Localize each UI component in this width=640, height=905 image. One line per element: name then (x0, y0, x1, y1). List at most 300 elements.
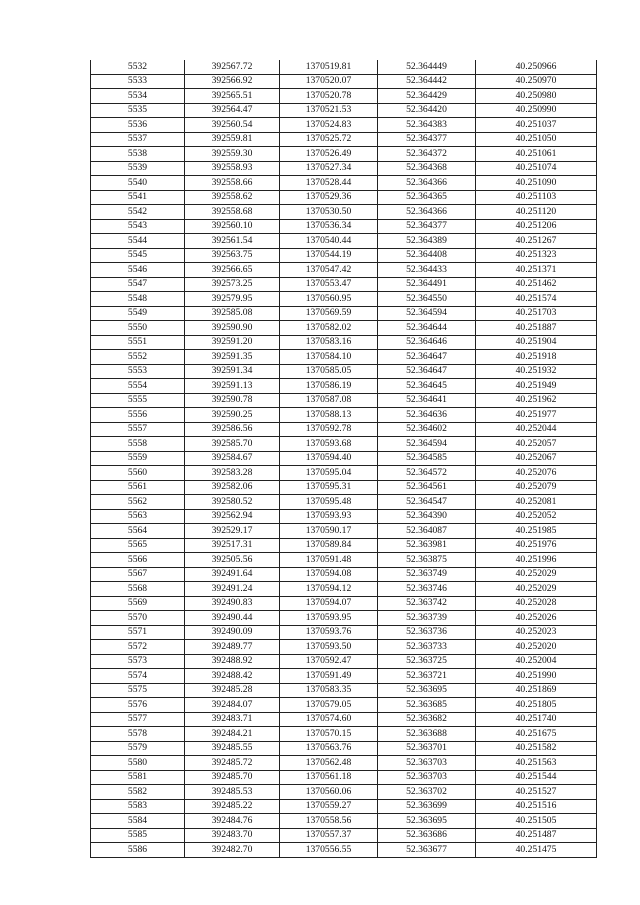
y-coordinate-cell: 1370526.49 (280, 147, 378, 162)
latitude-cell: 52.364585 (378, 451, 476, 466)
point-number-cell: 5552 (91, 350, 185, 365)
y-coordinate-cell: 1370579.05 (280, 698, 378, 713)
point-number-cell: 5546 (91, 263, 185, 278)
x-coordinate-cell: 392583.28 (185, 466, 280, 481)
longitude-cell: 40.252029 (476, 567, 597, 582)
x-coordinate-cell: 392585.70 (185, 437, 280, 452)
table-row (91, 669, 597, 684)
longitude-cell: 40.251527 (476, 785, 597, 800)
longitude-cell: 40.252067 (476, 451, 597, 466)
longitude-cell: 40.251582 (476, 741, 597, 756)
latitude-cell: 52.363736 (378, 625, 476, 640)
table-row (91, 567, 597, 582)
x-coordinate-cell: 392559.81 (185, 132, 280, 147)
table-row (91, 495, 597, 510)
point-number-cell: 5539 (91, 161, 185, 176)
x-coordinate-cell: 392482.70 (185, 843, 280, 858)
x-coordinate-cell: 392491.64 (185, 567, 280, 582)
point-number-cell: 5561 (91, 480, 185, 495)
table-row (91, 393, 597, 408)
table-row (91, 219, 597, 234)
x-coordinate-cell: 392560.10 (185, 219, 280, 234)
latitude-cell: 52.364449 (378, 60, 476, 74)
x-coordinate-cell: 392517.31 (185, 538, 280, 553)
x-coordinate-cell: 392590.25 (185, 408, 280, 423)
point-number-cell: 5577 (91, 712, 185, 727)
longitude-cell: 40.251990 (476, 669, 597, 684)
latitude-cell: 52.364645 (378, 379, 476, 394)
latitude-cell: 52.363739 (378, 611, 476, 626)
point-number-cell: 5545 (91, 248, 185, 263)
longitude-cell: 40.252029 (476, 582, 597, 597)
x-coordinate-cell: 392580.52 (185, 495, 280, 510)
point-number-cell: 5580 (91, 756, 185, 771)
latitude-cell: 52.364368 (378, 161, 476, 176)
longitude-cell: 40.251475 (476, 843, 597, 858)
x-coordinate-cell: 392529.17 (185, 524, 280, 539)
point-number-cell: 5568 (91, 582, 185, 597)
latitude-cell: 52.363695 (378, 814, 476, 829)
point-number-cell: 5550 (91, 321, 185, 336)
table-row (91, 437, 597, 452)
point-number-cell: 5573 (91, 654, 185, 669)
latitude-cell: 52.363688 (378, 727, 476, 742)
x-coordinate-cell: 392558.66 (185, 176, 280, 191)
x-coordinate-cell: 392558.93 (185, 161, 280, 176)
x-coordinate-cell: 392591.35 (185, 350, 280, 365)
point-number-cell: 5572 (91, 640, 185, 655)
longitude-cell: 40.251462 (476, 277, 597, 292)
y-coordinate-cell: 1370556.55 (280, 843, 378, 858)
y-coordinate-cell: 1370527.34 (280, 161, 378, 176)
latitude-cell: 52.363733 (378, 640, 476, 655)
table-row (91, 422, 597, 437)
longitude-cell: 40.251703 (476, 306, 597, 321)
x-coordinate-cell: 392579.95 (185, 292, 280, 307)
latitude-cell: 52.363703 (378, 756, 476, 771)
x-coordinate-cell: 392485.28 (185, 683, 280, 698)
point-number-cell: 5570 (91, 611, 185, 626)
y-coordinate-cell: 1370559.27 (280, 799, 378, 814)
point-number-cell: 5559 (91, 451, 185, 466)
y-coordinate-cell: 1370524.83 (280, 118, 378, 133)
latitude-cell: 52.364366 (378, 205, 476, 220)
latitude-cell: 52.364442 (378, 74, 476, 89)
latitude-cell: 52.364594 (378, 437, 476, 452)
x-coordinate-cell: 392591.34 (185, 364, 280, 379)
y-coordinate-cell: 1370528.44 (280, 176, 378, 191)
longitude-cell: 40.250966 (476, 60, 597, 74)
longitude-cell: 40.251949 (476, 379, 597, 394)
point-number-cell: 5563 (91, 509, 185, 524)
point-number-cell: 5585 (91, 828, 185, 843)
latitude-cell: 52.364365 (378, 190, 476, 205)
y-coordinate-cell: 1370589.84 (280, 538, 378, 553)
longitude-cell: 40.251805 (476, 698, 597, 713)
longitude-cell: 40.251371 (476, 263, 597, 278)
y-coordinate-cell: 1370560.95 (280, 292, 378, 307)
longitude-cell: 40.251675 (476, 727, 597, 742)
point-number-cell: 5540 (91, 176, 185, 191)
latitude-cell: 52.363682 (378, 712, 476, 727)
longitude-cell: 40.251904 (476, 335, 597, 350)
table-row (91, 756, 597, 771)
latitude-cell: 52.364383 (378, 118, 476, 133)
x-coordinate-cell: 392560.54 (185, 118, 280, 133)
y-coordinate-cell: 1370520.07 (280, 74, 378, 89)
longitude-cell: 40.251103 (476, 190, 597, 205)
y-coordinate-cell: 1370594.40 (280, 451, 378, 466)
point-number-cell: 5554 (91, 379, 185, 394)
latitude-cell: 52.364594 (378, 306, 476, 321)
point-number-cell: 5560 (91, 466, 185, 481)
point-number-cell: 5584 (91, 814, 185, 829)
table-row (91, 263, 597, 278)
point-number-cell: 5571 (91, 625, 185, 640)
longitude-cell: 40.250970 (476, 74, 597, 89)
x-coordinate-cell: 392566.65 (185, 263, 280, 278)
longitude-cell: 40.251074 (476, 161, 597, 176)
latitude-cell: 52.364491 (378, 277, 476, 292)
longitude-cell: 40.251887 (476, 321, 597, 336)
latitude-cell: 52.363686 (378, 828, 476, 843)
y-coordinate-cell: 1370595.04 (280, 466, 378, 481)
table-row (91, 74, 597, 89)
x-coordinate-cell: 392558.68 (185, 205, 280, 220)
longitude-cell: 40.252081 (476, 495, 597, 510)
table-row (91, 625, 597, 640)
table-row (91, 698, 597, 713)
y-coordinate-cell: 1370588.13 (280, 408, 378, 423)
longitude-cell: 40.250980 (476, 89, 597, 104)
table-row (91, 654, 597, 669)
longitude-cell: 40.251267 (476, 234, 597, 249)
longitude-cell: 40.251090 (476, 176, 597, 191)
x-coordinate-cell: 392488.92 (185, 654, 280, 669)
latitude-cell: 52.364636 (378, 408, 476, 423)
longitude-cell: 40.251487 (476, 828, 597, 843)
table-row (91, 176, 597, 191)
x-coordinate-cell: 392558.62 (185, 190, 280, 205)
y-coordinate-cell: 1370547.42 (280, 263, 378, 278)
y-coordinate-cell: 1370540.44 (280, 234, 378, 249)
point-number-cell: 5533 (91, 74, 185, 89)
x-coordinate-cell: 392485.22 (185, 799, 280, 814)
y-coordinate-cell: 1370591.49 (280, 669, 378, 684)
x-coordinate-cell: 392489.77 (185, 640, 280, 655)
longitude-cell: 40.251544 (476, 770, 597, 785)
latitude-cell: 52.363701 (378, 741, 476, 756)
latitude-cell: 52.364547 (378, 495, 476, 510)
y-coordinate-cell: 1370530.50 (280, 205, 378, 220)
x-coordinate-cell: 392567.72 (185, 60, 280, 74)
point-number-cell: 5537 (91, 132, 185, 147)
point-number-cell: 5535 (91, 103, 185, 118)
y-coordinate-cell: 1370525.72 (280, 132, 378, 147)
table-row (91, 466, 597, 481)
y-coordinate-cell: 1370594.08 (280, 567, 378, 582)
point-number-cell: 5565 (91, 538, 185, 553)
table-row (91, 190, 597, 205)
y-coordinate-cell: 1370586.19 (280, 379, 378, 394)
table-row (91, 828, 597, 843)
point-number-cell: 5567 (91, 567, 185, 582)
point-number-cell: 5574 (91, 669, 185, 684)
y-coordinate-cell: 1370560.06 (280, 785, 378, 800)
latitude-cell: 52.363875 (378, 553, 476, 568)
table-row (91, 509, 597, 524)
x-coordinate-cell: 392484.76 (185, 814, 280, 829)
point-number-cell: 5542 (91, 205, 185, 220)
table-row (91, 364, 597, 379)
x-coordinate-cell: 392488.42 (185, 669, 280, 684)
x-coordinate-cell: 392573.25 (185, 277, 280, 292)
point-number-cell: 5558 (91, 437, 185, 452)
latitude-cell: 52.364390 (378, 509, 476, 524)
latitude-cell: 52.364389 (378, 234, 476, 249)
y-coordinate-cell: 1370582.02 (280, 321, 378, 336)
point-number-cell: 5581 (91, 770, 185, 785)
y-coordinate-cell: 1370570.15 (280, 727, 378, 742)
point-number-cell: 5555 (91, 393, 185, 408)
latitude-cell: 52.363703 (378, 770, 476, 785)
table-row (91, 553, 597, 568)
table-row (91, 350, 597, 365)
latitude-cell: 52.363749 (378, 567, 476, 582)
point-number-cell: 5549 (91, 306, 185, 321)
y-coordinate-cell: 1370563.76 (280, 741, 378, 756)
y-coordinate-cell: 1370590.17 (280, 524, 378, 539)
table-row (91, 524, 597, 539)
latitude-cell: 52.364429 (378, 89, 476, 104)
table-row (91, 321, 597, 336)
latitude-cell: 52.364377 (378, 219, 476, 234)
x-coordinate-cell: 392586.56 (185, 422, 280, 437)
longitude-cell: 40.252004 (476, 654, 597, 669)
x-coordinate-cell: 392485.53 (185, 785, 280, 800)
longitude-cell: 40.252026 (476, 611, 597, 626)
point-number-cell: 5575 (91, 683, 185, 698)
y-coordinate-cell: 1370595.48 (280, 495, 378, 510)
x-coordinate-cell: 392561.54 (185, 234, 280, 249)
point-number-cell: 5532 (91, 60, 185, 74)
longitude-cell: 40.251037 (476, 118, 597, 133)
latitude-cell: 52.363746 (378, 582, 476, 597)
longitude-cell: 40.251977 (476, 408, 597, 423)
latitude-cell: 52.363677 (378, 843, 476, 858)
y-coordinate-cell: 1370562.48 (280, 756, 378, 771)
point-number-cell: 5583 (91, 799, 185, 814)
table-row (91, 843, 597, 858)
latitude-cell: 52.364602 (378, 422, 476, 437)
x-coordinate-cell: 392490.83 (185, 596, 280, 611)
latitude-cell: 52.364377 (378, 132, 476, 147)
table-row (91, 89, 597, 104)
latitude-cell: 52.364420 (378, 103, 476, 118)
table-row (91, 770, 597, 785)
y-coordinate-cell: 1370587.08 (280, 393, 378, 408)
y-coordinate-cell: 1370593.93 (280, 509, 378, 524)
longitude-cell: 40.251996 (476, 553, 597, 568)
x-coordinate-cell: 392591.13 (185, 379, 280, 394)
x-coordinate-cell: 392483.70 (185, 828, 280, 843)
table-row (91, 335, 597, 350)
longitude-cell: 40.251574 (476, 292, 597, 307)
x-coordinate-cell: 392585.08 (185, 306, 280, 321)
longitude-cell: 40.252076 (476, 466, 597, 481)
x-coordinate-cell: 392584.67 (185, 451, 280, 466)
longitude-cell: 40.251985 (476, 524, 597, 539)
table-row (91, 741, 597, 756)
point-number-cell: 5556 (91, 408, 185, 423)
latitude-cell: 52.363725 (378, 654, 476, 669)
longitude-cell: 40.251061 (476, 147, 597, 162)
x-coordinate-cell: 392559.30 (185, 147, 280, 162)
longitude-cell: 40.251563 (476, 756, 597, 771)
point-number-cell: 5541 (91, 190, 185, 205)
point-number-cell: 5557 (91, 422, 185, 437)
table-row (91, 480, 597, 495)
coordinates-table (90, 60, 597, 858)
latitude-cell: 52.364408 (378, 248, 476, 263)
longitude-cell: 40.252057 (476, 437, 597, 452)
point-number-cell: 5544 (91, 234, 185, 249)
latitude-cell: 52.363721 (378, 669, 476, 684)
y-coordinate-cell: 1370594.12 (280, 582, 378, 597)
point-number-cell: 5586 (91, 843, 185, 858)
point-number-cell: 5538 (91, 147, 185, 162)
y-coordinate-cell: 1370585.05 (280, 364, 378, 379)
longitude-cell: 40.251962 (476, 393, 597, 408)
x-coordinate-cell: 392491.24 (185, 582, 280, 597)
point-number-cell: 5534 (91, 89, 185, 104)
table-row (91, 277, 597, 292)
latitude-cell: 52.364433 (378, 263, 476, 278)
point-number-cell: 5582 (91, 785, 185, 800)
latitude-cell: 52.364647 (378, 364, 476, 379)
latitude-cell: 52.364087 (378, 524, 476, 539)
table-row (91, 379, 597, 394)
table-row (91, 640, 597, 655)
y-coordinate-cell: 1370591.48 (280, 553, 378, 568)
longitude-cell: 40.252023 (476, 625, 597, 640)
longitude-cell: 40.251869 (476, 683, 597, 698)
table-row (91, 712, 597, 727)
y-coordinate-cell: 1370544.19 (280, 248, 378, 263)
latitude-cell: 52.363742 (378, 596, 476, 611)
y-coordinate-cell: 1370592.47 (280, 654, 378, 669)
latitude-cell: 52.363702 (378, 785, 476, 800)
table-row (91, 118, 597, 133)
table-row (91, 611, 597, 626)
x-coordinate-cell: 392485.55 (185, 741, 280, 756)
y-coordinate-cell: 1370584.10 (280, 350, 378, 365)
x-coordinate-cell: 392490.44 (185, 611, 280, 626)
table-row (91, 205, 597, 220)
x-coordinate-cell: 392484.07 (185, 698, 280, 713)
table-row (91, 785, 597, 800)
table-row (91, 234, 597, 249)
longitude-cell: 40.251918 (476, 350, 597, 365)
latitude-cell: 52.364561 (378, 480, 476, 495)
y-coordinate-cell: 1370583.35 (280, 683, 378, 698)
point-number-cell: 5566 (91, 553, 185, 568)
x-coordinate-cell: 392566.92 (185, 74, 280, 89)
longitude-cell: 40.252079 (476, 480, 597, 495)
point-number-cell: 5579 (91, 741, 185, 756)
y-coordinate-cell: 1370574.60 (280, 712, 378, 727)
latitude-cell: 52.364550 (378, 292, 476, 307)
point-number-cell: 5547 (91, 277, 185, 292)
point-number-cell: 5536 (91, 118, 185, 133)
y-coordinate-cell: 1370529.36 (280, 190, 378, 205)
longitude-cell: 40.251976 (476, 538, 597, 553)
longitude-cell: 40.252052 (476, 509, 597, 524)
latitude-cell: 52.363695 (378, 683, 476, 698)
x-coordinate-cell: 392490.09 (185, 625, 280, 640)
latitude-cell: 52.364647 (378, 350, 476, 365)
latitude-cell: 52.364646 (378, 335, 476, 350)
x-coordinate-cell: 392505.56 (185, 553, 280, 568)
longitude-cell: 40.251932 (476, 364, 597, 379)
point-number-cell: 5553 (91, 364, 185, 379)
longitude-cell: 40.250990 (476, 103, 597, 118)
longitude-cell: 40.252020 (476, 640, 597, 655)
table-row (91, 60, 597, 74)
longitude-cell: 40.251206 (476, 219, 597, 234)
x-coordinate-cell: 392485.70 (185, 770, 280, 785)
table-row (91, 596, 597, 611)
latitude-cell: 52.363685 (378, 698, 476, 713)
longitude-cell: 40.252044 (476, 422, 597, 437)
point-number-cell: 5578 (91, 727, 185, 742)
latitude-cell: 52.363699 (378, 799, 476, 814)
point-number-cell: 5569 (91, 596, 185, 611)
y-coordinate-cell: 1370536.34 (280, 219, 378, 234)
x-coordinate-cell: 392590.78 (185, 393, 280, 408)
latitude-cell: 52.364572 (378, 466, 476, 481)
y-coordinate-cell: 1370521.53 (280, 103, 378, 118)
point-number-cell: 5551 (91, 335, 185, 350)
y-coordinate-cell: 1370593.50 (280, 640, 378, 655)
table-row (91, 683, 597, 698)
latitude-cell: 52.364366 (378, 176, 476, 191)
longitude-cell: 40.251740 (476, 712, 597, 727)
point-number-cell: 5576 (91, 698, 185, 713)
y-coordinate-cell: 1370595.31 (280, 480, 378, 495)
longitude-cell: 40.252028 (476, 596, 597, 611)
x-coordinate-cell: 392485.72 (185, 756, 280, 771)
y-coordinate-cell: 1370594.07 (280, 596, 378, 611)
longitude-cell: 40.251516 (476, 799, 597, 814)
table-row (91, 538, 597, 553)
y-coordinate-cell: 1370592.78 (280, 422, 378, 437)
y-coordinate-cell: 1370593.95 (280, 611, 378, 626)
longitude-cell: 40.251323 (476, 248, 597, 263)
latitude-cell: 52.364641 (378, 393, 476, 408)
coordinates-table-body (91, 60, 597, 857)
y-coordinate-cell: 1370593.68 (280, 437, 378, 452)
y-coordinate-cell: 1370557.37 (280, 828, 378, 843)
table-row (91, 161, 597, 176)
point-number-cell: 5564 (91, 524, 185, 539)
x-coordinate-cell: 392582.06 (185, 480, 280, 495)
latitude-cell: 52.364644 (378, 321, 476, 336)
table-row (91, 292, 597, 307)
longitude-cell: 40.251505 (476, 814, 597, 829)
point-number-cell: 5562 (91, 495, 185, 510)
x-coordinate-cell: 392562.94 (185, 509, 280, 524)
